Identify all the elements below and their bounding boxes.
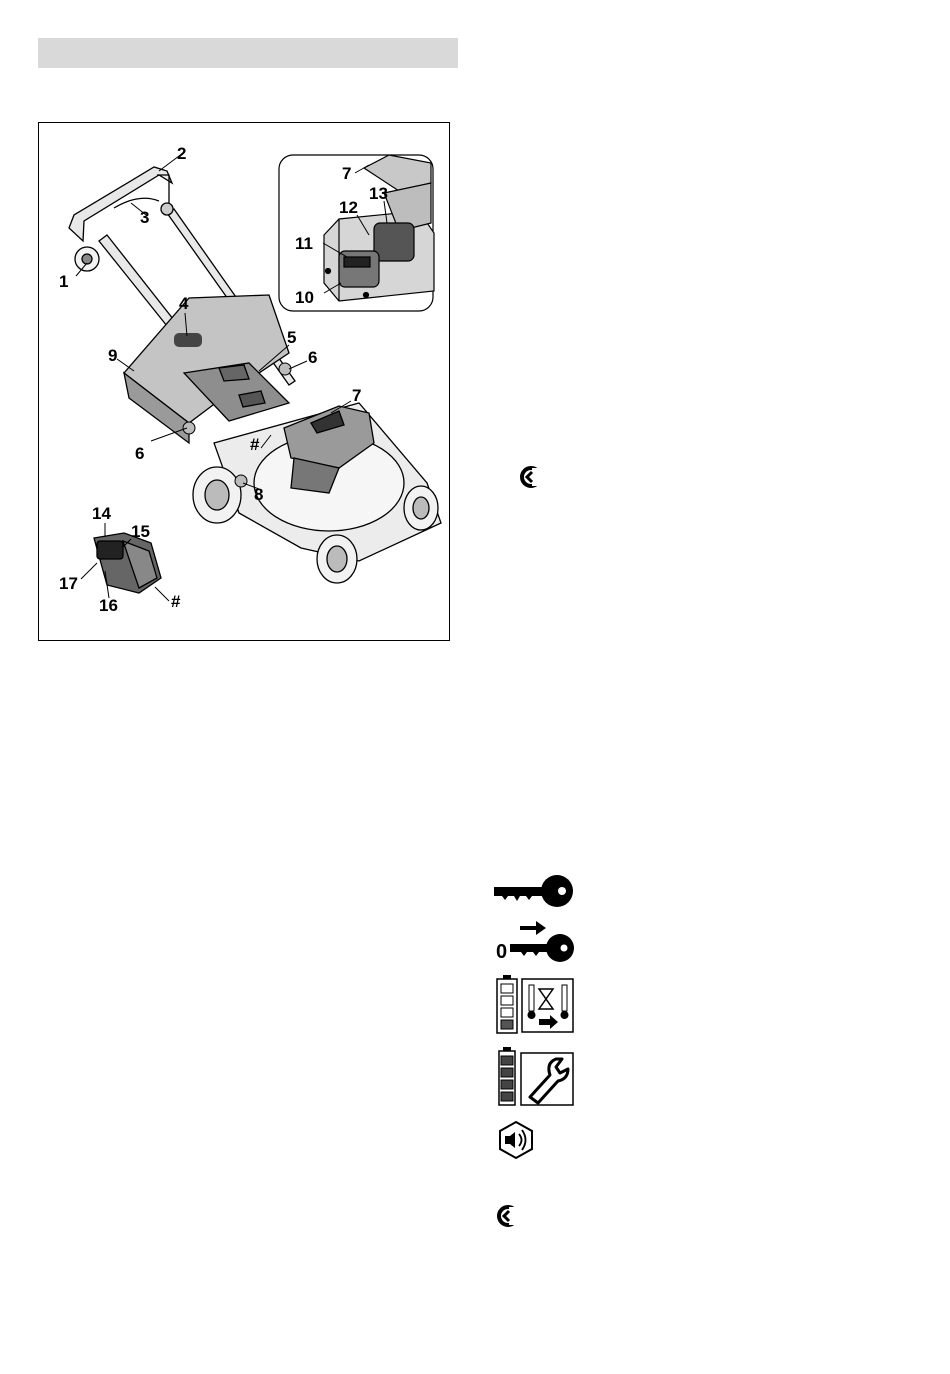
lawn-mower-illustration xyxy=(39,123,451,642)
callout-label: # xyxy=(171,592,181,611)
battery-temperature-icon xyxy=(496,975,576,1035)
callout-label: 5 xyxy=(287,328,297,347)
callout-label: 7 xyxy=(342,164,352,183)
callout-label: 1 xyxy=(59,272,69,291)
callout-label: 16 xyxy=(99,596,118,615)
callout-label: 14 xyxy=(92,504,111,523)
battery-service-icon xyxy=(496,1047,576,1107)
key-off-icon xyxy=(494,918,576,964)
callout-label: 6 xyxy=(308,348,318,367)
callout-label: 10 xyxy=(295,288,314,307)
callout-label: 8 xyxy=(254,485,264,504)
svg-text:0: 0 xyxy=(496,941,508,963)
c-arrow-icon xyxy=(519,465,543,489)
height-adjust-knob xyxy=(183,422,195,434)
grass-catcher xyxy=(124,295,289,443)
callout-label: 12 xyxy=(339,198,358,217)
callout-label: 15 xyxy=(131,522,150,541)
c-arrow-icon xyxy=(496,1204,520,1228)
callout-label: 4 xyxy=(179,294,189,313)
section-header-bar xyxy=(38,38,458,68)
callout-label: # xyxy=(250,435,260,454)
callout-label: 17 xyxy=(59,574,78,593)
callout-label: 13 xyxy=(369,184,388,203)
sound-icon xyxy=(496,1120,536,1160)
callout-label: 9 xyxy=(108,346,118,365)
height-adjust-knob xyxy=(235,475,247,487)
callout-label: 7 xyxy=(352,386,362,405)
callout-label: 6 xyxy=(135,444,145,463)
lawn-mower-parts-figure xyxy=(38,122,450,641)
key-icon xyxy=(494,872,576,910)
callout-label: 2 xyxy=(177,144,187,163)
callout-label: 3 xyxy=(140,208,150,227)
callout-label: 11 xyxy=(295,234,313,253)
